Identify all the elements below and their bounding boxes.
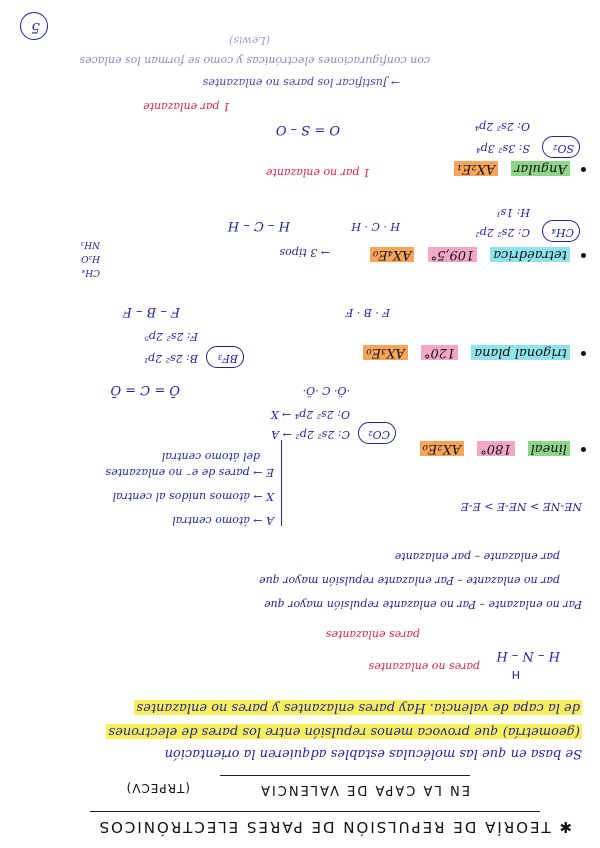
lewis-dots: ·Ö· C ·Ö·	[302, 384, 350, 397]
repulsion-line-1: Par no enlazante – Par no enlazante repulsión mayor que	[264, 598, 582, 611]
intro-line-2: (geometría) que provoca menos repulsión entre los pares de electrones	[108, 724, 580, 739]
geometry-name: lineal	[528, 441, 570, 456]
legend-line-2: X → átomos unidos al central	[112, 490, 274, 503]
geometry-angle: 109,5°	[428, 247, 478, 262]
related-molecule-2: H₂O	[81, 253, 100, 263]
geometry-formula: AX₂E₁	[454, 161, 499, 176]
bullet-icon	[581, 253, 586, 258]
geometry-lineal-row	[420, 442, 586, 458]
electron-config-2: O: 2s² 2p⁴ → X	[270, 408, 350, 421]
asterisk-icon: ✱	[557, 818, 572, 836]
title-row	[98, 819, 572, 834]
geometry-angle: 120°	[421, 345, 458, 360]
geometry-angle: 180°	[477, 441, 514, 456]
footer-task-1: → Justificar los pares no enlazantes	[202, 76, 400, 89]
intro-line-3: de la capa de valencia. Hay pares enlazantes y pares no enlazantes	[136, 700, 580, 715]
geometry-name: tetraédrica	[490, 247, 570, 262]
molecule-name: SO₂	[553, 142, 574, 155]
arrow-note: → 3 tipos	[279, 246, 330, 259]
geometry-name: trigonal plana	[471, 345, 570, 360]
intro-line-1: Se basa en que las moléculas estables adquieren la orientación	[164, 746, 582, 761]
ammonia-note-bonding: pares enlazantes	[325, 628, 420, 641]
lewis-structure: Ō = C = Ō	[110, 382, 180, 397]
footer-task-3: (Lewis)	[229, 34, 270, 47]
ammonia-note-nonbonding: pares no enlazantes	[368, 660, 480, 673]
geometry-trigonal-row	[363, 346, 586, 362]
geometry-name: Angular	[511, 161, 570, 176]
molecule-name: CO₂	[368, 428, 390, 441]
electron-config-2: O: 2s² 2p⁴	[474, 120, 530, 133]
ammonia-structure: H – N – H	[496, 648, 560, 663]
angular-note-bonding: 1 par enlazante	[143, 100, 230, 113]
lewis-structure: O = S – O	[275, 122, 340, 137]
related-molecule-3: NH₃	[80, 239, 100, 249]
electron-config-1: B: 2s² 2p¹	[143, 352, 198, 365]
page-title: TEORÍA DE REPULSIÓN DE PARES ELECTRÓNICOS	[97, 818, 551, 836]
legend-line-4: del átomo central	[161, 450, 260, 463]
arrow-right-icon: →	[317, 246, 330, 259]
geometry-formula: AX₂E₀	[420, 441, 465, 456]
acronym: (TRPECV)	[125, 781, 190, 795]
repulsion-line-3: par enlazante – par enlazante	[394, 550, 560, 563]
legend-line-3: E → pares de e⁻ no enlazantes	[105, 466, 274, 479]
legend-brace	[281, 440, 282, 526]
lewis-dots: F · B · F	[345, 306, 390, 319]
bullet-icon	[581, 447, 586, 452]
legend-line-1: A → átomo central	[172, 514, 274, 527]
bullet-icon	[581, 351, 586, 356]
page-subtitle: EN LA CAPA DE VALENCIA	[259, 782, 470, 797]
subtitle-underline	[220, 775, 470, 776]
repulsion-order: NE-NE > NE-E > E-E	[460, 500, 582, 513]
geometry-tetrahedral-row	[370, 248, 586, 264]
molecule-name: CH₄	[551, 226, 574, 239]
repulsion-line-2: par no enlazante – Par enlazante repulsión mayor que	[259, 574, 560, 587]
electron-config-1: C: 2s² 2p² → A	[271, 428, 350, 441]
related-molecule-1: CH₄	[81, 267, 100, 277]
angular-note-nonbonding: 1 par no enlazante	[265, 166, 370, 179]
lewis-structure: H – C – H	[227, 218, 290, 233]
electron-config-1: S: 3s² 3p⁴	[476, 142, 530, 155]
lewis-dots: H · C · H	[351, 220, 400, 233]
geometry-formula: AX₃E₀	[363, 345, 408, 360]
ammonia-top-h: H	[511, 668, 520, 681]
page-number: 5	[31, 19, 40, 35]
lewis-structure: F – B – F	[122, 304, 180, 319]
geometry-formula: AX₄E₀	[370, 247, 415, 262]
geometry-angular-row	[454, 162, 586, 178]
electron-config-1: C: 2s² 2p²	[475, 226, 530, 239]
electron-config-2: F: 2s² 2p⁵	[144, 330, 198, 343]
electron-config-2: H: 1s¹	[496, 206, 530, 219]
footer-task-2: con configuraciones electrónicas y como se forman los enlaces	[79, 54, 430, 67]
bullet-icon	[581, 167, 586, 172]
title-underline	[90, 811, 540, 812]
molecule-name: BF₃	[217, 352, 238, 365]
